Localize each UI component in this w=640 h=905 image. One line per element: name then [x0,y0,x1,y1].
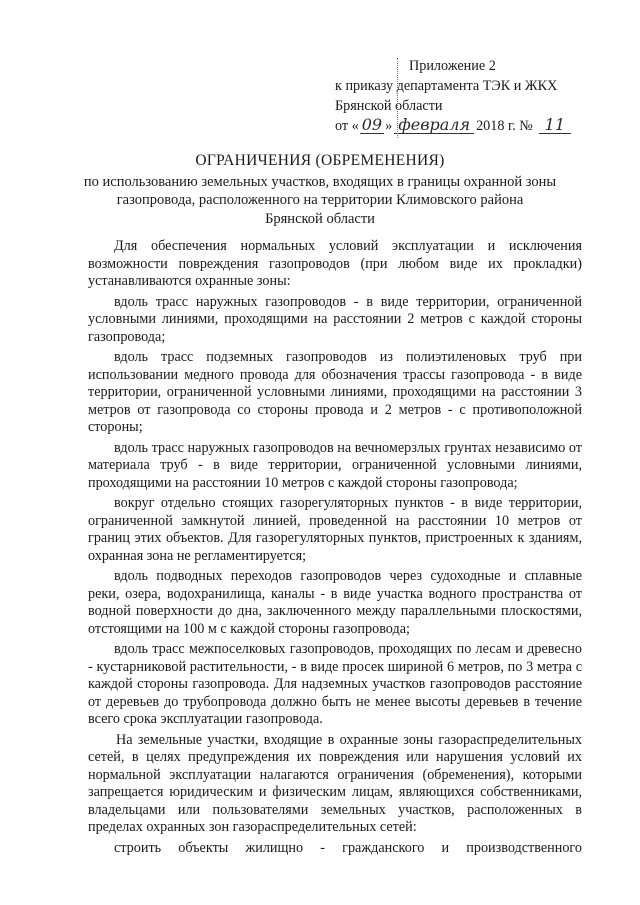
annex-title: Приложение 2 [409,58,496,74]
annex-header [335,56,571,136]
paragraph-underwater-crossings: вдоль подводных переходов газопроводов через судоходные и сплавные реки, озера, водохранилища, каналы - в виде участка водного пространства от водной поверхности до дна, заключенного между параллельными плоскостями, отстоящими на 100 м с каждой стороны газопровода; [88,568,582,637]
handwritten-day: 09 [361,115,383,134]
document-body [88,238,582,857]
date-prefix: от « [335,118,359,134]
document-title [60,152,580,228]
title-line-1: по использованию земельных участков, входящих в границы охранной зоны [83,173,557,190]
paragraph-underground-pipelines: вдоль трасс подземных газопроводов из полиэтиленовых труб при использовании медного провода для обозначения трассы газопровода - в виде территории, ограниченной условными линиями, проходящими на расстоянии 3 метров от газопровода со стороны провода и 2 метров - с противоположной стороны; [88,349,582,435]
paragraph-restrictions: На земельные участки, входящие в охранные зоны газораспределительных сетей, в целях предупреждения их повреждения или нарушения условий их нормальной эксплуатации налагаются ограничения (обременения), которыми запрещается юридическим и физическим лицам, являющихся собственниками, владельцами или пользователями земельных участков, расположенных в пределах охранных зон газораспределительных сетей: [88,731,582,835]
annex-date-line [335,116,571,136]
handwritten-month: февраля [394,117,474,134]
title-line-3: Брянской области [265,210,375,227]
paragraph-permafrost-pipelines: вдоль трасс наружных газопроводов на вечномерзлых грунтах независимо от материала труб - в виде территории, ограниченной условными линиями, проходящими на расстоянии 10 метров с каждой стороны газопровода; [88,439,582,491]
paragraph-forest-pipelines: вдоль трасс межпоселковых газопроводов, проходящих по лесам и древесно - кустарниковой растительности, - в виде просек шириной 6 метров, по 3 метра с каждой стороны газопровода. Для надземных участков газопроводов расстояние от деревьев до трубопровода должно быть не менее высоты деревьев в течение всего срока эксплуатации газопровода. [88,641,582,727]
annex-region-line: Брянской области [335,98,443,114]
paragraph-intro: Для обеспечения нормальных условий эксплуатации и исключения возможности повреждения газопроводов (при любом виде их прокладки) устанавливаются охранные зоны: [88,238,582,289]
paragraph-regulator-points: вокруг отдельно стоящих газорегуляторных пунктов - в виде территории, ограниченной замкнутой линией, проведенной на расстоянии 10 метров от границ этих объектов. Для газорегуляторных пунктов, пристроенных к зданиям, охранная зона не регламентируется; [88,495,582,564]
paragraph-build-restriction: строить объекты жилищно - гражданского и производственного [114,839,582,856]
title-main: ОГРАНИЧЕНИЯ (ОБРЕМЕНЕНИЯ) [195,152,445,169]
title-line-2: газопровода, расположенного на территории Климовского района [116,192,524,208]
annex-order-line: к приказу департамента ТЭК и ЖКХ [335,78,558,94]
date-close-quote: » [385,118,393,134]
paragraph-outer-pipelines: вдоль трасс наружных газопроводов - в виде территории, ограниченной условными линиями, проходящими на расстоянии 2 метров с каждой стороны газопровода; [88,293,582,345]
date-year: 2018 г. № [476,118,533,134]
margin-mark [397,58,399,138]
handwritten-order-number: 11 [539,117,571,134]
